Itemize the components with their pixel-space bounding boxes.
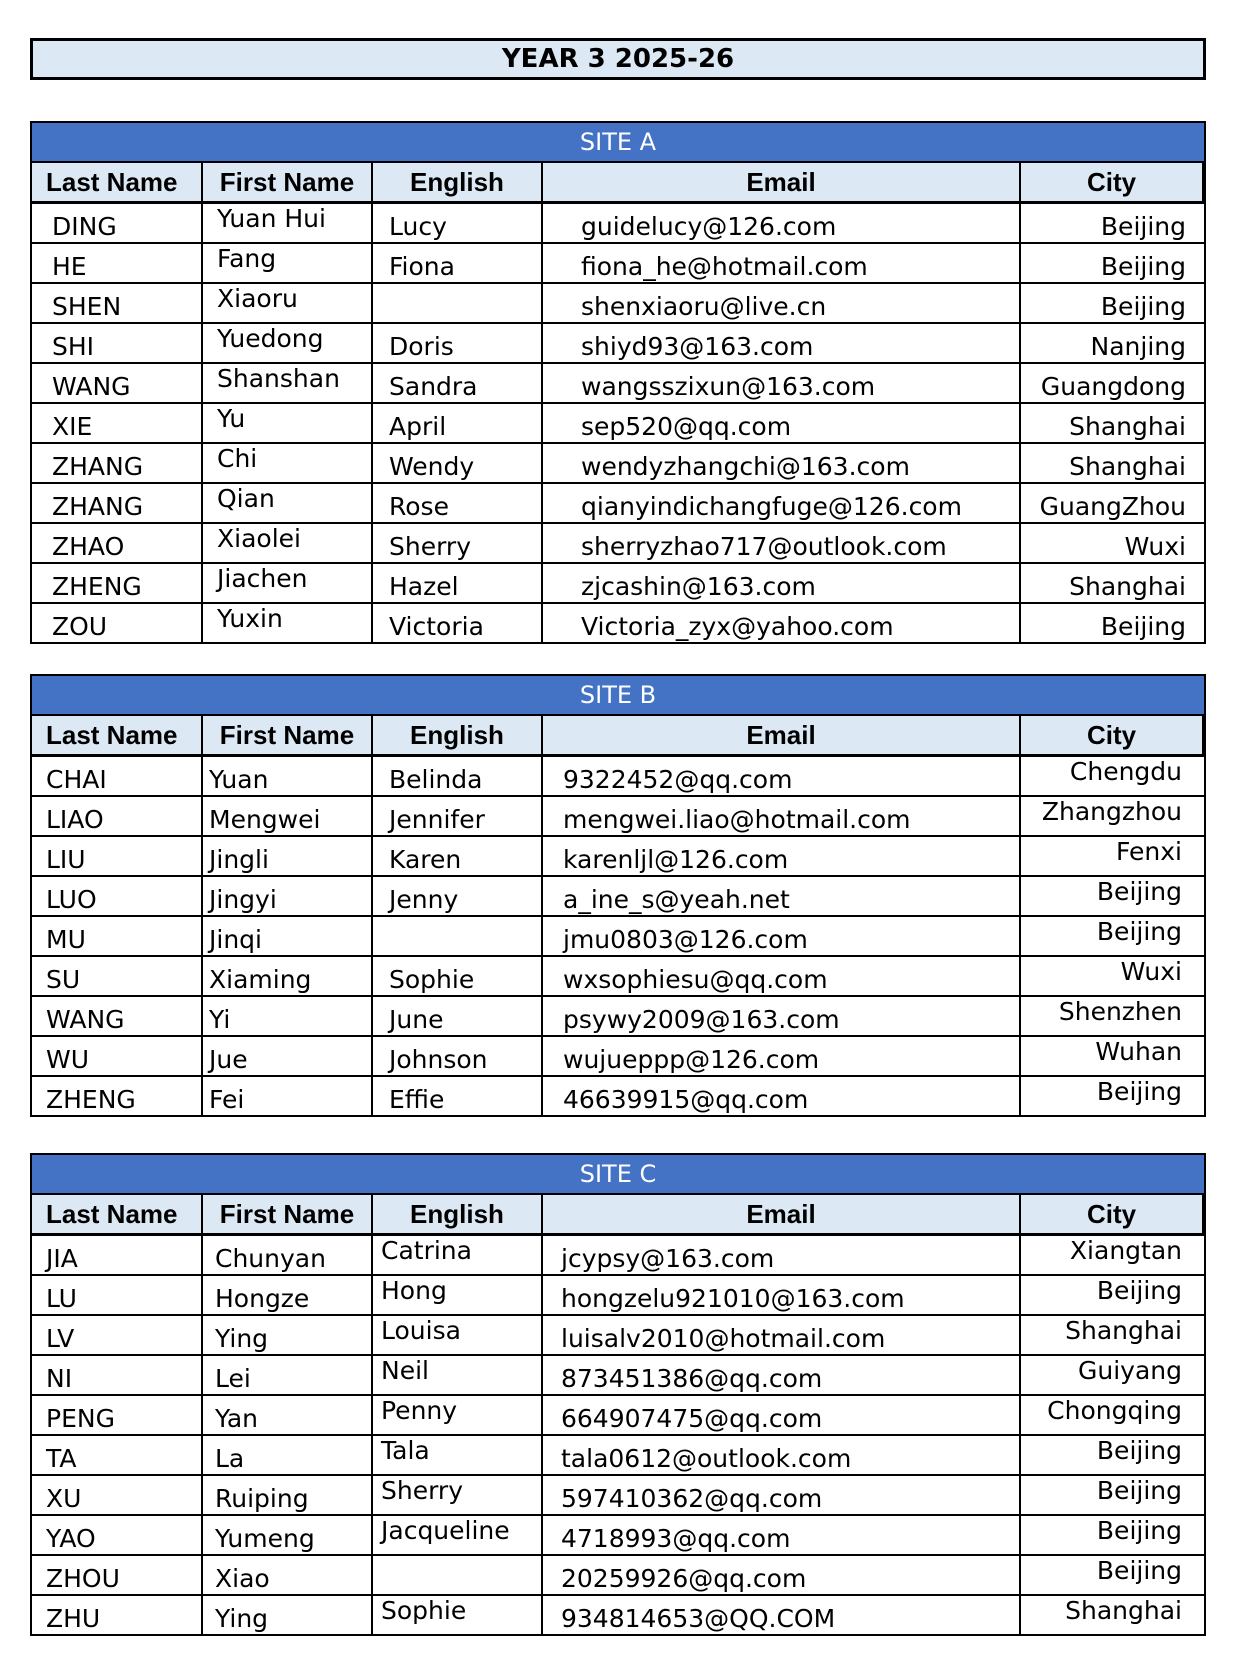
email-cell: sep520@qq.com bbox=[542, 403, 1020, 443]
english-name-cell: Fiona bbox=[372, 243, 542, 283]
table-row bbox=[32, 756, 1204, 797]
email-cell: shenxiaoru@live.cn bbox=[542, 283, 1020, 323]
last-name-cell: MU bbox=[32, 916, 202, 956]
header-email: Email bbox=[542, 163, 1020, 203]
last-name-cell: LIU bbox=[32, 836, 202, 876]
city-cell: Xiangtan bbox=[1020, 1235, 1204, 1276]
email-cell: luisalv2010@hotmail.com bbox=[542, 1315, 1020, 1355]
last-name-cell: ZHANG bbox=[32, 443, 202, 483]
first-name-cell: Ruiping bbox=[202, 1475, 372, 1515]
last-name-cell: SHI bbox=[32, 323, 202, 363]
english-name-cell: June bbox=[372, 996, 542, 1036]
last-name-cell: LUO bbox=[32, 876, 202, 916]
english-name-cell: Sandra bbox=[372, 363, 542, 403]
email-cell: wendyzhangchi@163.com bbox=[542, 443, 1020, 483]
email-cell: wujueppp@126.com bbox=[542, 1036, 1020, 1076]
last-name-cell: YAO bbox=[32, 1515, 202, 1555]
last-name-cell: ZHU bbox=[32, 1595, 202, 1634]
city-cell: Beijing bbox=[1020, 916, 1204, 956]
first-name-cell: Qian bbox=[202, 483, 372, 523]
header-row bbox=[32, 1195, 1204, 1235]
city-cell: Beijing bbox=[1020, 1475, 1204, 1515]
city-cell: Shanghai bbox=[1020, 563, 1204, 603]
header-english: English bbox=[372, 716, 542, 756]
email-cell: mengwei.liao@hotmail.com bbox=[542, 796, 1020, 836]
first-name-cell: Yumeng bbox=[202, 1515, 372, 1555]
table-row bbox=[32, 203, 1204, 244]
first-name-cell: Fei bbox=[202, 1076, 372, 1115]
city-cell: Shanghai bbox=[1020, 1315, 1204, 1355]
table-row bbox=[32, 1555, 1204, 1595]
english-name-cell: Johnson bbox=[372, 1036, 542, 1076]
header-email: Email bbox=[542, 1195, 1020, 1235]
english-name-cell: Belinda bbox=[372, 756, 542, 797]
email-cell: tala0612@outlook.com bbox=[542, 1435, 1020, 1475]
email-cell: 46639915@qq.com bbox=[542, 1076, 1020, 1115]
table-row bbox=[32, 1515, 1204, 1555]
last-name-cell: ZHANG bbox=[32, 483, 202, 523]
first-name-cell: Jingyi bbox=[202, 876, 372, 916]
english-name-cell: Lucy bbox=[372, 203, 542, 244]
city-cell: Shanghai bbox=[1020, 443, 1204, 483]
last-name-cell: JIA bbox=[32, 1235, 202, 1276]
email-cell: shiyd93@163.com bbox=[542, 323, 1020, 363]
first-name-cell: Fang bbox=[202, 243, 372, 283]
city-cell: Guangdong bbox=[1020, 363, 1204, 403]
english-name-cell: Sherry bbox=[372, 523, 542, 563]
email-cell: fiona_he@hotmail.com bbox=[542, 243, 1020, 283]
table-row bbox=[32, 1235, 1204, 1276]
first-name-cell: Xiaming bbox=[202, 956, 372, 996]
english-name-cell: Hazel bbox=[372, 563, 542, 603]
table-row bbox=[32, 1595, 1204, 1634]
last-name-cell: DING bbox=[32, 203, 202, 244]
city-cell: Shanghai bbox=[1020, 403, 1204, 443]
city-cell: Beijing bbox=[1020, 243, 1204, 283]
email-cell: hongzelu921010@163.com bbox=[542, 1275, 1020, 1315]
first-name-cell: Yuxin bbox=[202, 603, 372, 642]
english-name-cell: Tala bbox=[372, 1435, 542, 1475]
header-first-name: First Name bbox=[202, 716, 372, 756]
email-cell: 873451386@qq.com bbox=[542, 1355, 1020, 1395]
email-cell: jmu0803@126.com bbox=[542, 916, 1020, 956]
site-b-table bbox=[30, 674, 1206, 1117]
email-cell: sherryzhao717@outlook.com bbox=[542, 523, 1020, 563]
english-name-cell: Jenny bbox=[372, 876, 542, 916]
table-row bbox=[32, 836, 1204, 876]
city-cell: Beijing bbox=[1020, 1515, 1204, 1555]
table-row bbox=[32, 363, 1204, 403]
header-email: Email bbox=[542, 716, 1020, 756]
table-row bbox=[32, 1036, 1204, 1076]
table-row bbox=[32, 1395, 1204, 1435]
first-name-cell: Ying bbox=[202, 1315, 372, 1355]
table-row bbox=[32, 403, 1204, 443]
table-row bbox=[32, 1475, 1204, 1515]
city-cell: Beijing bbox=[1100, 612, 1186, 641]
last-name-cell: SHEN bbox=[32, 283, 202, 323]
english-name-cell: April bbox=[372, 403, 542, 443]
first-name-cell: Yuan Hui bbox=[202, 203, 372, 244]
last-name-cell: WANG bbox=[32, 996, 202, 1036]
site-rows bbox=[32, 1235, 1204, 1635]
first-name-cell: La bbox=[202, 1435, 372, 1475]
header-english: English bbox=[372, 163, 542, 203]
table-row bbox=[32, 523, 1204, 563]
city-cell: Chengdu bbox=[1020, 756, 1204, 797]
site-rows bbox=[32, 203, 1204, 643]
header-first-name: First Name bbox=[202, 1195, 372, 1235]
city-cell: Wuxi bbox=[1020, 956, 1204, 996]
header-last-name: Last Name bbox=[32, 716, 202, 756]
english-name-cell: Catrina bbox=[372, 1235, 542, 1276]
first-name-cell: Yu bbox=[202, 403, 372, 443]
english-name-cell: Hong bbox=[372, 1275, 542, 1315]
email-cell: 20259926@qq.com bbox=[542, 1555, 1020, 1595]
table-row bbox=[32, 1355, 1204, 1395]
english-name-cell bbox=[372, 283, 542, 323]
city-cell: Fenxi bbox=[1020, 836, 1204, 876]
email-cell: Victoria_zyx@yahoo.com bbox=[542, 603, 1020, 642]
english-name-cell: Doris bbox=[372, 323, 542, 363]
city-cell: Beijing bbox=[1020, 283, 1204, 323]
table-row bbox=[32, 563, 1204, 603]
email-cell: wangsszixun@163.com bbox=[542, 363, 1020, 403]
english-name-cell: Sophie bbox=[372, 956, 542, 996]
last-name-cell: TA bbox=[32, 1435, 202, 1475]
email-cell: 9322452@qq.com bbox=[542, 756, 1020, 797]
first-name-cell: Chi bbox=[202, 443, 372, 483]
last-name-cell: XU bbox=[32, 1475, 202, 1515]
english-name-cell: Neil bbox=[372, 1355, 542, 1395]
english-name-cell: Karen bbox=[372, 836, 542, 876]
header-last-name: Last Name bbox=[32, 163, 202, 203]
english-name-cell: Victoria bbox=[372, 603, 542, 642]
header-last-name: Last Name bbox=[32, 1195, 202, 1235]
last-name-cell: ZHENG bbox=[32, 1076, 202, 1115]
table-row bbox=[32, 796, 1204, 836]
last-name-cell: NI bbox=[32, 1355, 202, 1395]
first-name-cell: Jinqi bbox=[202, 916, 372, 956]
header-first-name: First Name bbox=[202, 163, 372, 203]
email-cell: psywy2009@163.com bbox=[542, 996, 1020, 1036]
first-name-cell: Xiao bbox=[202, 1555, 372, 1595]
city-cell: Shenzhen bbox=[1020, 996, 1204, 1036]
city-cell: Beijing bbox=[1020, 1435, 1204, 1475]
english-name-cell: Penny bbox=[372, 1395, 542, 1435]
table-row bbox=[32, 1076, 1204, 1115]
email-cell: 934814653@QQ.COM bbox=[542, 1595, 1020, 1634]
table-row bbox=[32, 1435, 1204, 1475]
city-cell: Shanghai bbox=[1065, 1596, 1182, 1625]
city-cell: Zhangzhou bbox=[1020, 796, 1204, 836]
last-name-cell: LIAO bbox=[32, 796, 202, 836]
city-cell: Wuxi bbox=[1020, 523, 1204, 563]
first-name-cell: Yi bbox=[202, 996, 372, 1036]
table-row bbox=[32, 876, 1204, 916]
last-name-cell: WANG bbox=[32, 363, 202, 403]
first-name-cell: Xiaolei bbox=[202, 523, 372, 563]
city-cell: Beijing bbox=[1020, 1275, 1204, 1315]
city-cell: Wuhan bbox=[1020, 1036, 1204, 1076]
header-row bbox=[32, 716, 1204, 756]
english-name-cell: Sherry bbox=[372, 1475, 542, 1515]
last-name-cell: WU bbox=[32, 1036, 202, 1076]
email-cell: wxsophiesu@qq.com bbox=[542, 956, 1020, 996]
table-row bbox=[32, 283, 1204, 323]
first-name-cell: Shanshan bbox=[202, 363, 372, 403]
site-title: SITE A bbox=[32, 123, 1204, 163]
last-name-cell: LV bbox=[32, 1315, 202, 1355]
first-name-cell: Yuan bbox=[202, 756, 372, 797]
first-name-cell: Jue bbox=[202, 1036, 372, 1076]
table-row bbox=[32, 996, 1204, 1036]
site-title: SITE C bbox=[32, 1155, 1204, 1195]
email-cell: zjcashin@163.com bbox=[542, 563, 1020, 603]
city-cell: Beijing bbox=[1020, 203, 1204, 244]
city-cell: Beijing bbox=[1020, 1555, 1204, 1595]
table-row bbox=[32, 1275, 1204, 1315]
first-name-cell: Jiachen bbox=[202, 563, 372, 603]
first-name-cell: Hongze bbox=[202, 1275, 372, 1315]
english-name-cell: Wendy bbox=[372, 443, 542, 483]
last-name-cell: CHAI bbox=[32, 756, 202, 797]
email-cell: 664907475@qq.com bbox=[542, 1395, 1020, 1435]
english-name-cell: Rose bbox=[372, 483, 542, 523]
last-name-cell: HE bbox=[32, 243, 202, 283]
table-row bbox=[32, 323, 1204, 363]
first-name-cell: Xiaoru bbox=[202, 283, 372, 323]
english-name-cell bbox=[372, 1555, 542, 1595]
last-name-cell: ZHAO bbox=[32, 523, 202, 563]
table-row bbox=[32, 603, 1204, 642]
site-title: SITE B bbox=[32, 676, 1204, 716]
city-cell: Beijing bbox=[1096, 1077, 1182, 1106]
first-name-cell: Mengwei bbox=[202, 796, 372, 836]
city-cell: GuangZhou bbox=[1020, 483, 1204, 523]
email-cell: qianyindichangfuge@126.com bbox=[542, 483, 1020, 523]
first-name-cell: Jingli bbox=[202, 836, 372, 876]
table-row bbox=[32, 443, 1204, 483]
header-city: City bbox=[1020, 1195, 1204, 1235]
table-row bbox=[32, 916, 1204, 956]
page-title: YEAR 3 2025-26 bbox=[30, 38, 1206, 80]
city-cell: Beijing bbox=[1020, 876, 1204, 916]
header-row bbox=[32, 163, 1204, 203]
first-name-cell: Yan bbox=[202, 1395, 372, 1435]
site-c-table bbox=[30, 1153, 1206, 1636]
email-cell: a_ine_s@yeah.net bbox=[542, 876, 1020, 916]
header-english: English bbox=[372, 1195, 542, 1235]
english-name-cell: Jacqueline bbox=[372, 1515, 542, 1555]
email-cell: jcypsy@163.com bbox=[542, 1235, 1020, 1276]
last-name-cell: ZHENG bbox=[32, 563, 202, 603]
table-row bbox=[32, 483, 1204, 523]
table-row bbox=[32, 956, 1204, 996]
english-name-cell: Sophie bbox=[372, 1595, 542, 1634]
last-name-cell: PENG bbox=[32, 1395, 202, 1435]
email-cell: 4718993@qq.com bbox=[542, 1515, 1020, 1555]
city-cell: Guiyang bbox=[1020, 1355, 1204, 1395]
first-name-cell: Chunyan bbox=[202, 1235, 372, 1276]
english-name-cell: Jennifer bbox=[372, 796, 542, 836]
english-name-cell bbox=[372, 916, 542, 956]
last-name-cell: ZHOU bbox=[32, 1555, 202, 1595]
english-name-cell: Effie bbox=[372, 1076, 542, 1115]
last-name-cell: SU bbox=[32, 956, 202, 996]
first-name-cell: Lei bbox=[202, 1355, 372, 1395]
city-cell: Chongqing bbox=[1020, 1395, 1204, 1435]
header-city: City bbox=[1020, 163, 1204, 203]
email-cell: karenljl@126.com bbox=[542, 836, 1020, 876]
header-city: City bbox=[1020, 716, 1204, 756]
site-a-table bbox=[30, 121, 1206, 644]
table-row bbox=[32, 1315, 1204, 1355]
city-cell: Nanjing bbox=[1020, 323, 1204, 363]
last-name-cell: ZOU bbox=[32, 603, 202, 642]
email-cell: guidelucy@126.com bbox=[542, 203, 1020, 244]
first-name-cell: Yuedong bbox=[202, 323, 372, 363]
last-name-cell: LU bbox=[32, 1275, 202, 1315]
table-row bbox=[32, 243, 1204, 283]
last-name-cell: XIE bbox=[32, 403, 202, 443]
email-cell: 597410362@qq.com bbox=[542, 1475, 1020, 1515]
first-name-cell: Ying bbox=[202, 1595, 372, 1634]
site-rows bbox=[32, 756, 1204, 1116]
english-name-cell: Louisa bbox=[372, 1315, 542, 1355]
